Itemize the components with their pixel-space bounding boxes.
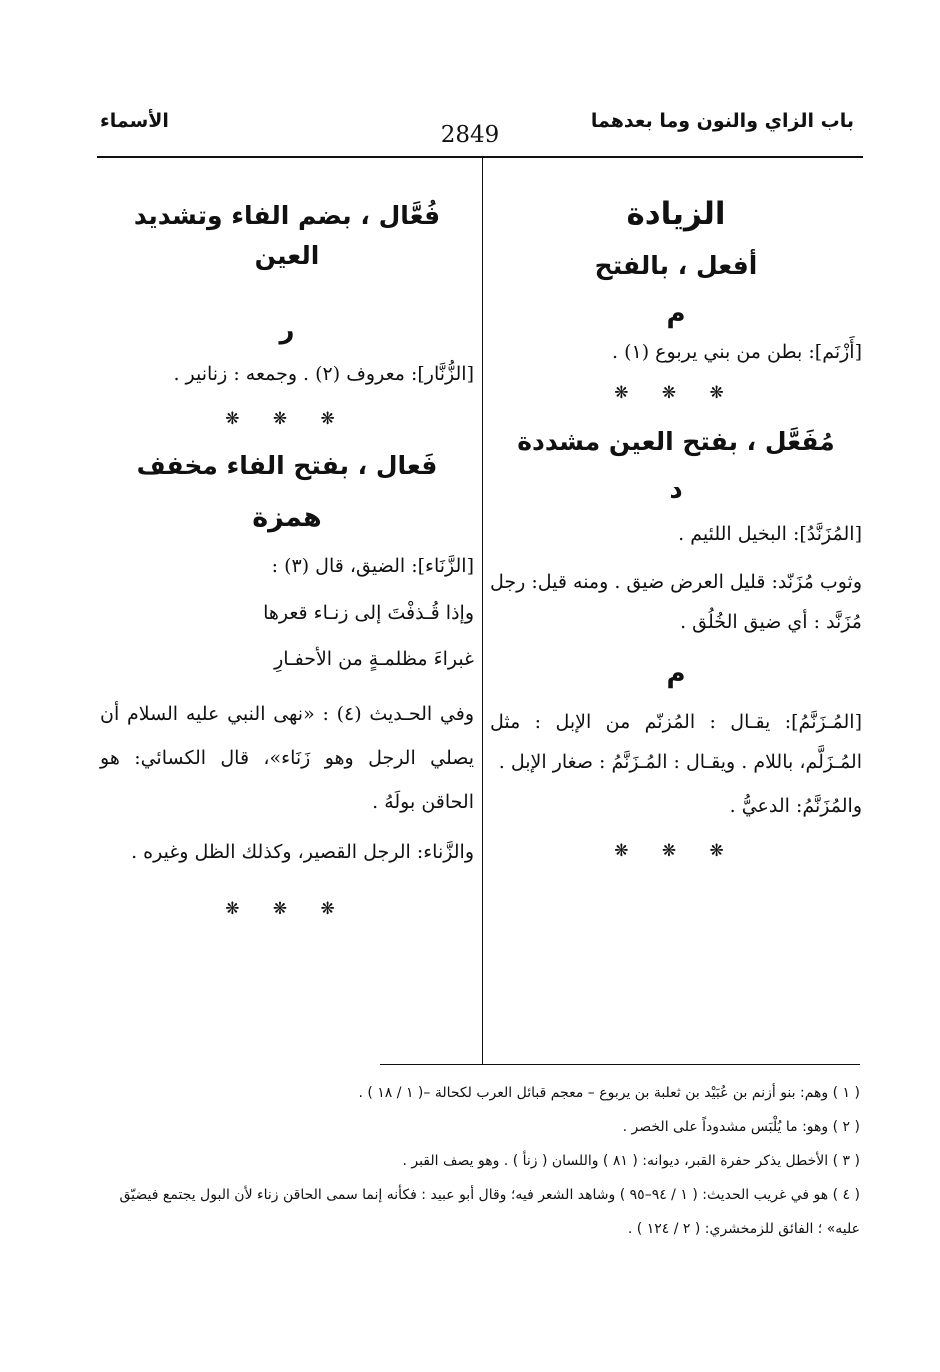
verse-line-2: غبراءَ مظلمـةٍ من الأحفـارِ [274, 648, 474, 670]
entry-muzannam: [المُـزَنَّمُ]: يقـال : المُزنّم من الإبل : مثل المُـزَلَّم، باللام . ويقـال : المُـزَنَّمُ : صغار الإبل . [490, 711, 862, 773]
letter-heading-mim-2: م [666, 659, 686, 689]
entry-muzannam-daei: والمُزَنَّمُ: الدعيُّ . [729, 795, 862, 817]
letter-heading-mim: م [666, 299, 686, 329]
separator-stars: ❋ ❋ ❋ [225, 899, 349, 919]
letter-heading-hamza: همزة [252, 502, 322, 533]
entry-muzannad: [المُزَنَّدُ]: البخيل اللئيم . [678, 523, 862, 545]
verse-line-1: وإذا قُـذفْتَ إلى زنـاء قعرها [263, 602, 474, 624]
separator-stars: ❋ ❋ ❋ [614, 841, 738, 861]
section-heading-afal: أفعل ، بالفتح [594, 251, 758, 280]
footnotes [97, 1076, 860, 1246]
main-heading: الزيادة [626, 196, 726, 232]
entry-zanaa-short: والزَّناء: الرجل القصير، وكذلك الظل وغيره . [131, 841, 474, 863]
header-divider [97, 156, 863, 158]
footnote-4: ( ٤ ) هو في غريب الحديث: ( ١ / ٩٤–٩٥ ) وشاهد الشعر فيه؛ وقال أبو عبيد : فكأنه إنما سمى الحاقن زناء لأن البول يجتمع فيضيّق عليه» ؛ الفائق للزمخشري: ( ٢ / ١٢٤ ) . [119, 1187, 860, 1237]
right-column [490, 172, 862, 866]
entry-azunam: [أَزْنَم]: بطن من بني يربوع (١) . [612, 341, 862, 363]
section-heading-faal: فَعال ، بفتح الفاء مخفف [136, 451, 438, 480]
left-column [100, 172, 474, 924]
letter-heading-ra: ر [279, 315, 295, 345]
footnote-3: ( ٣ ) الأخطل يذكر حفرة القبر، ديوانه: ( ٨١ ) واللسان ( زنأ ) . وهو يصف القبر . [402, 1153, 860, 1169]
chapter-title: باب الزاي والنون وما بعدهما [590, 110, 854, 132]
section-title: الأسماء [100, 110, 169, 132]
entry-zanaa: [الزَّنَاء]: الضيق، قال (٣) : [271, 555, 474, 577]
section-heading-fuaal: فُعَّال ، بضم الفاء وتشديد العين [133, 201, 441, 270]
footnote-divider [380, 1064, 860, 1065]
footnote-2: ( ٢ ) وهو: ما يُلْبَس مشدوداً على الخصر . [622, 1119, 860, 1135]
separator-stars: ❋ ❋ ❋ [225, 409, 349, 429]
page-number: 2849 [440, 122, 500, 148]
column-divider [482, 157, 483, 1064]
footnote-1: ( ١ ) وهم: بنو أزنم بن عُبَيْد بن ثعلبة بن يربوع – معجم قبائل العرب لكحالة –( ١ / ١٨ ) . [358, 1085, 860, 1101]
entry-zunnar: [الزُّنَّار]: معروف (٢) . وجمعه : زنانير . [173, 363, 474, 385]
separator-stars: ❋ ❋ ❋ [614, 383, 738, 403]
entry-hadith: وفي الحـديث (٤) : «نهى النبي عليه السلام أن يصلي الرجل وهو زَنَاء»، قال الكسائي: هو الحاقن بولَهُ . [100, 703, 475, 813]
section-heading-mufaal: مُفَعَّل ، بفتح العين مشددة [517, 427, 835, 456]
entry-thawb-muzannad: وثوب مُزَنّد: قليل العرض ضيق . ومنه قيل: رجل مُزَنَّد : أي ضيق الخُلُق . [490, 571, 862, 633]
letter-heading-dal: د [669, 475, 683, 505]
